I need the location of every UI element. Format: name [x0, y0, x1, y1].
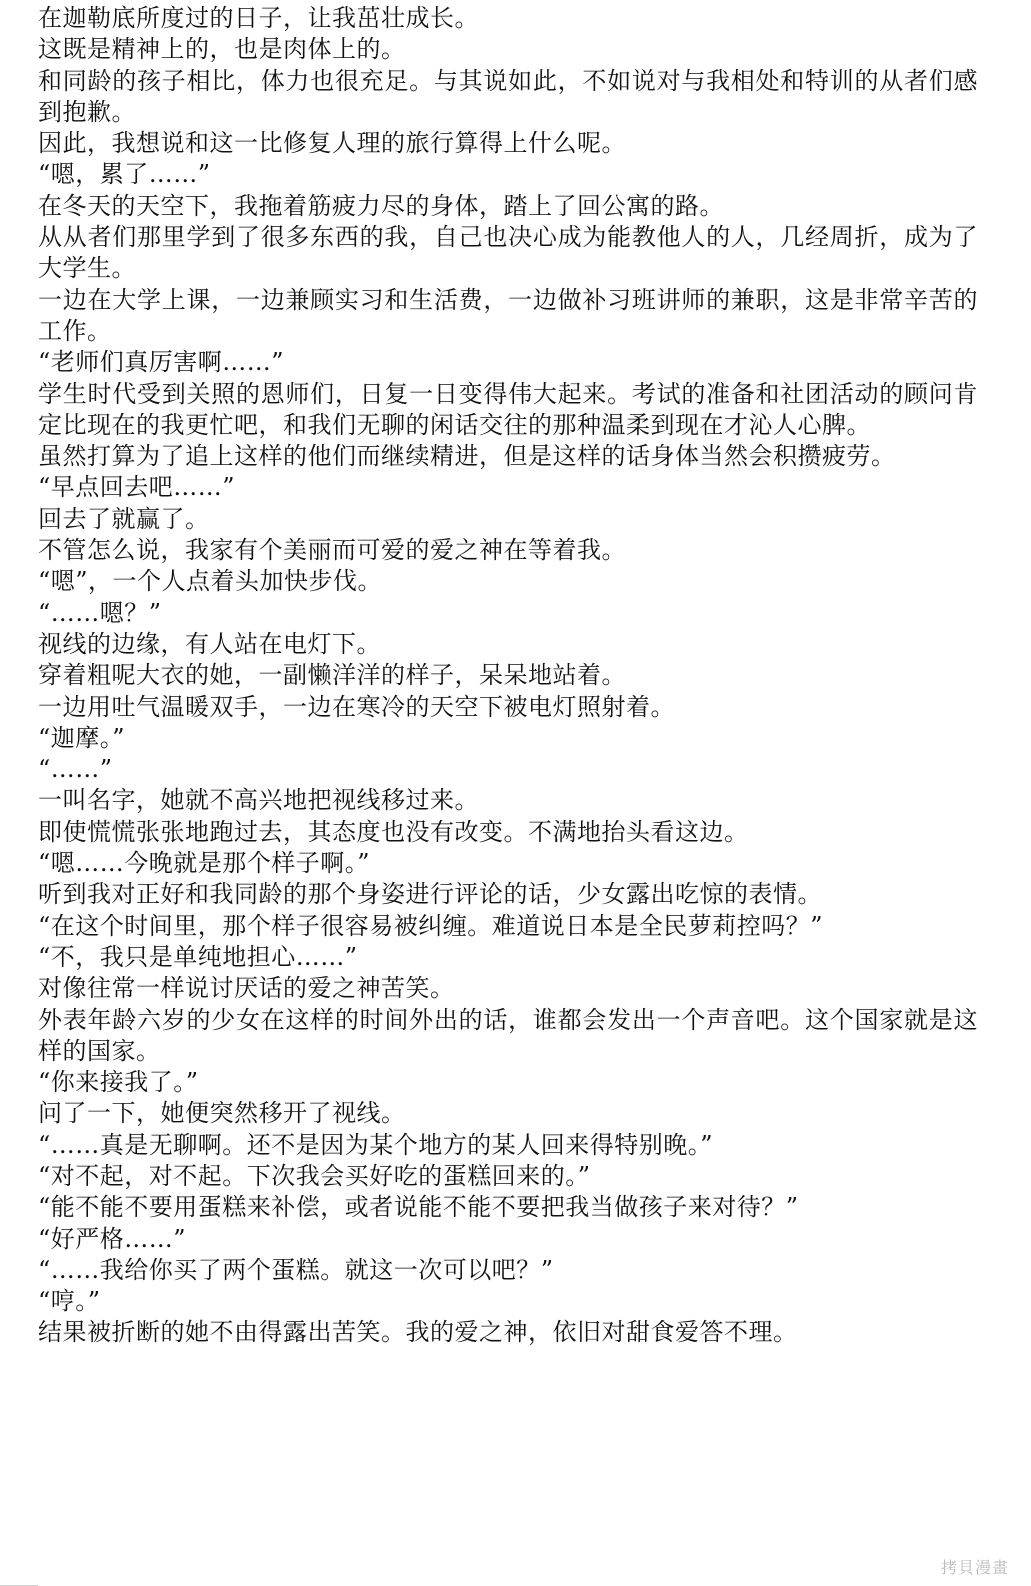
paragraph: 在迦勒底所度过的日子，让我茁壮成长。 [38, 4, 479, 32]
paragraph: “嗯，累了……” [38, 160, 211, 189]
paragraph: “哼。” [38, 1287, 101, 1316]
document-body [38, 3, 978, 1349]
paragraph: 一叫名字，她就不高兴地把视线移过来。 [38, 786, 479, 815]
paragraph: 问了一下，她便突然移开了视线。 [38, 1099, 406, 1128]
paragraph: “迦摩。” [38, 723, 126, 752]
paragraph: 听到我对正好和我同龄的那个身姿进行评论的话，少女露出吃惊的表情。 [38, 880, 822, 909]
watermark: 拷貝漫畫 [940, 1558, 1009, 1577]
paragraph: “……嗯？” [38, 598, 162, 627]
paragraph: 学生时代受到关照的恩师们，日复一日变得伟大起来。考试的准备和社团活动的顾问肯定比现在的我更忙吧，和我们无聊的闲话交往的那种温柔到现在才沁人心脾。 [38, 379, 978, 439]
paragraph: “早点回去吧……” [38, 473, 236, 502]
paragraph: 回去了就赢了。 [38, 504, 210, 533]
paragraph: 和同龄的孩子相比，体力也很充足。与其说如此，不如说对与我相处和特训的从者们感到抱歉。 [38, 66, 978, 126]
paragraph: 视线的边缘，有人站在电灯下。 [38, 629, 381, 658]
paragraph: “对不起，对不起。下次我会买好吃的蛋糕回来的。” [38, 1161, 591, 1190]
paragraph: 不管怎么说，我家有个美丽而可爱的爱之神在等着我。 [38, 536, 626, 565]
paragraph: 一边在大学上课，一边兼顾实习和生活费，一边做补习班讲师的兼职，这是非常辛苦的工作。 [38, 285, 978, 345]
paragraph: 穿着粗呢大衣的她，一副懒洋洋的样子，呆呆地站着。 [38, 661, 626, 690]
paragraph: “不，我只是单纯地担心……” [38, 942, 358, 971]
paragraph: “嗯”，一个人点着头加快步伐。 [38, 567, 383, 596]
paragraph: 一边用吐气温暖双手，一边在寒冷的天空下被电灯照射着。 [38, 692, 675, 721]
paragraph: 在冬天的天空下，我拖着筋疲力尽的身体，踏上了回公寓的路。 [38, 191, 724, 220]
paragraph: “……真是无聊啊。还不是因为某个地方的某人回来得特别晚。” [38, 1130, 714, 1159]
paragraph: “你来接我了。” [38, 1068, 199, 1097]
paragraph: “好严格……” [38, 1224, 187, 1253]
paragraph: “能不能不要用蛋糕来补偿，或者说能不能不要把我当做孩子来对待？” [38, 1193, 799, 1222]
paragraph: 这既是精神上的，也是肉体上的。 [38, 35, 406, 64]
paragraph: “……我给你买了两个蛋糕。就这一次可以吧？” [38, 1255, 554, 1284]
paragraph: “……” [38, 755, 113, 784]
paragraph: 对像往常一样说讨厌话的爱之神苦笑。 [38, 974, 455, 1003]
paragraph: 结果被折断的她不由得露出苦笑。我的爱之神，依旧对甜食爱答不理。 [38, 1318, 798, 1347]
paragraph: 从从者们那里学到了很多东西的我，自己也决心成为能教他人的人，几经周折，成为了大学生。 [38, 223, 978, 283]
paragraph: “老师们真厉害啊……” [38, 348, 285, 377]
paragraph: 即使慌慌张张地跑过去，其态度也没有改变。不满地抬头看这边。 [38, 817, 749, 846]
paragraph: 外表年龄六岁的少女在这样的时间外出的话，谁都会发出一个声音吧。这个国家就是这样的国家。 [38, 1005, 978, 1065]
paragraph: “嗯……今晚就是那个样子啊。” [38, 849, 371, 878]
paragraph: 虽然打算为了追上这样的他们而继续精进，但是这样的话身体当然会积攒疲劳。 [38, 442, 896, 471]
paragraph: “在这个时间里，那个样子很容易被纠缠。难道说日本是全民萝莉控吗？” [38, 911, 824, 940]
paragraph: 因此，我想说和这一比修复人理的旅行算得上什么呢。 [38, 129, 626, 158]
